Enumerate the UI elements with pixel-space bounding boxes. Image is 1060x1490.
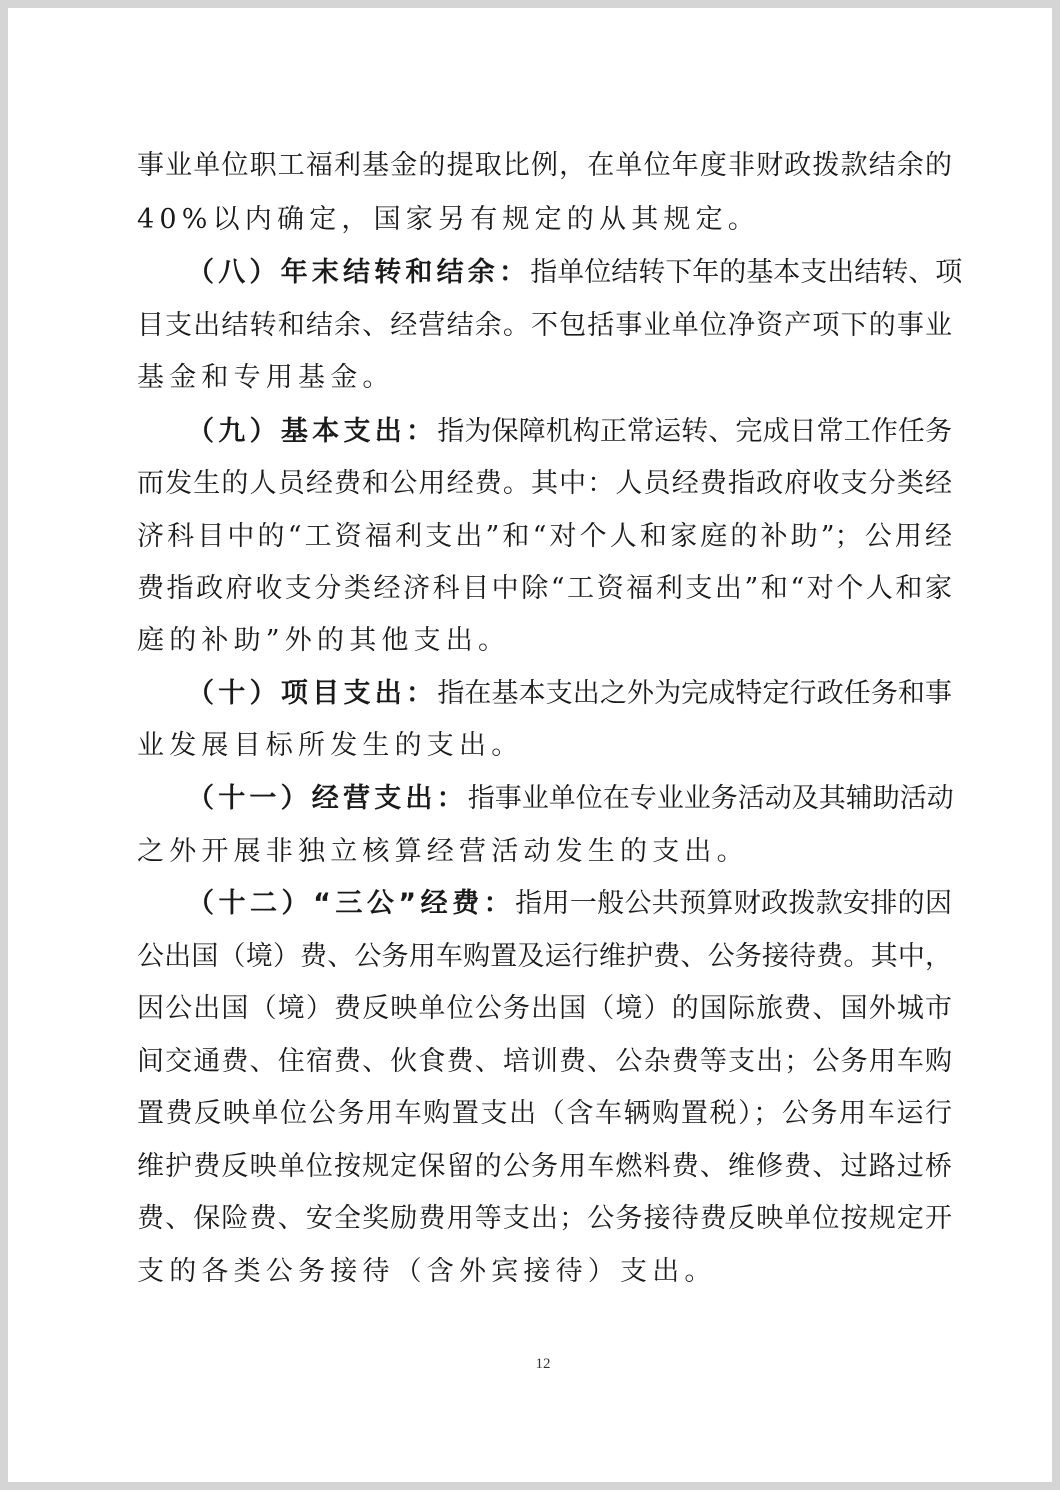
term-heading: （十一）经营支出：	[187, 783, 468, 814]
line-text: 指事业单位在专业业务活动及其辅助活动	[467, 783, 954, 814]
text-line	[137, 200, 952, 240]
line-text: 费、保险费、安全奖励费用等支出；公务接待费反映单位按规定开	[137, 1203, 952, 1234]
paragraph-first-line	[187, 779, 952, 819]
text-line	[137, 464, 952, 504]
text-line	[137, 937, 952, 977]
line-text: 基金和专用基金。	[137, 362, 395, 393]
paragraph-first-line	[187, 884, 952, 924]
line-text: 置费反映单位公务用车购置支出（含车辆购置税）；公务用车运行	[137, 1098, 952, 1129]
term-heading: （九）基本支出：	[187, 416, 438, 447]
text-line	[137, 726, 952, 766]
line-text: 指单位结转下年的基本支出结转、项	[530, 257, 963, 288]
line-text: 40%以内确定，国家另有规定的从其规定。	[137, 204, 761, 235]
line-text: 而发生的人员经费和公用经费。其中：人员经费指政府收支分类经	[137, 468, 952, 499]
line-text: 费指政府收支分类经济科目中除“工资福利支出”和“对个人和家	[137, 573, 952, 604]
text-line	[137, 989, 952, 1029]
text-line	[137, 1252, 952, 1292]
text-line	[137, 621, 952, 661]
text-line	[137, 146, 952, 186]
text-line	[137, 1094, 952, 1134]
text-line	[137, 306, 952, 346]
line-text: 公出国（境）费、公务用车购置及运行维护费、公务接待费。其中，	[137, 941, 952, 972]
term-heading: （十二）“三公”经费：	[187, 888, 516, 919]
term-heading: （八）年末结转和结余：	[187, 257, 531, 288]
line-text: 支的各类公务接待（含外宾接待）支出。	[137, 1256, 717, 1287]
paragraph-first-line	[187, 253, 963, 293]
text-line	[137, 358, 952, 398]
line-text: 庭的补助”外的其他支出。	[137, 625, 511, 656]
text-line	[137, 569, 952, 609]
paragraph-first-line	[187, 674, 952, 714]
line-text: 事业单位职工福利基金的提取比例，在单位年度非财政拨款结余的	[137, 150, 952, 181]
line-text: 目支出结转和结余、经营结余。不包括事业单位净资产项下的事业	[137, 310, 952, 341]
line-text: 指用一般公共预算财政拨款安排的因	[515, 888, 952, 919]
line-text: 济科目中的“工资福利支出”和“对个人和家庭的补助”；公用经	[137, 521, 952, 552]
text-line	[137, 1199, 952, 1239]
text-line	[137, 832, 952, 872]
line-text: 之外开展非独立核算经营活动发生的支出。	[137, 836, 749, 867]
text-line	[137, 517, 952, 557]
line-text: 维护费反映单位按规定保留的公务用车燃料费、维修费、过路过桥	[137, 1151, 952, 1182]
line-text: 业发展目标所发生的支出。	[137, 730, 524, 761]
page-number: 12	[535, 1356, 551, 1372]
line-text: 指在基本支出之外为完成特定行政任务和事	[437, 678, 952, 709]
line-text: 指为保障机构正常运转、完成日常工作任务	[437, 416, 952, 447]
paragraph-first-line	[187, 412, 952, 452]
line-text: 间交通费、住宿费、伙食费、培训费、公杂费等支出；公务用车购	[137, 1046, 952, 1077]
text-line	[137, 1042, 952, 1082]
line-text: 因公出国（境）费反映单位公务出国（境）的国际旅费、国外城市	[137, 993, 952, 1024]
term-heading: （十）项目支出：	[187, 678, 438, 709]
text-line	[137, 1147, 952, 1187]
